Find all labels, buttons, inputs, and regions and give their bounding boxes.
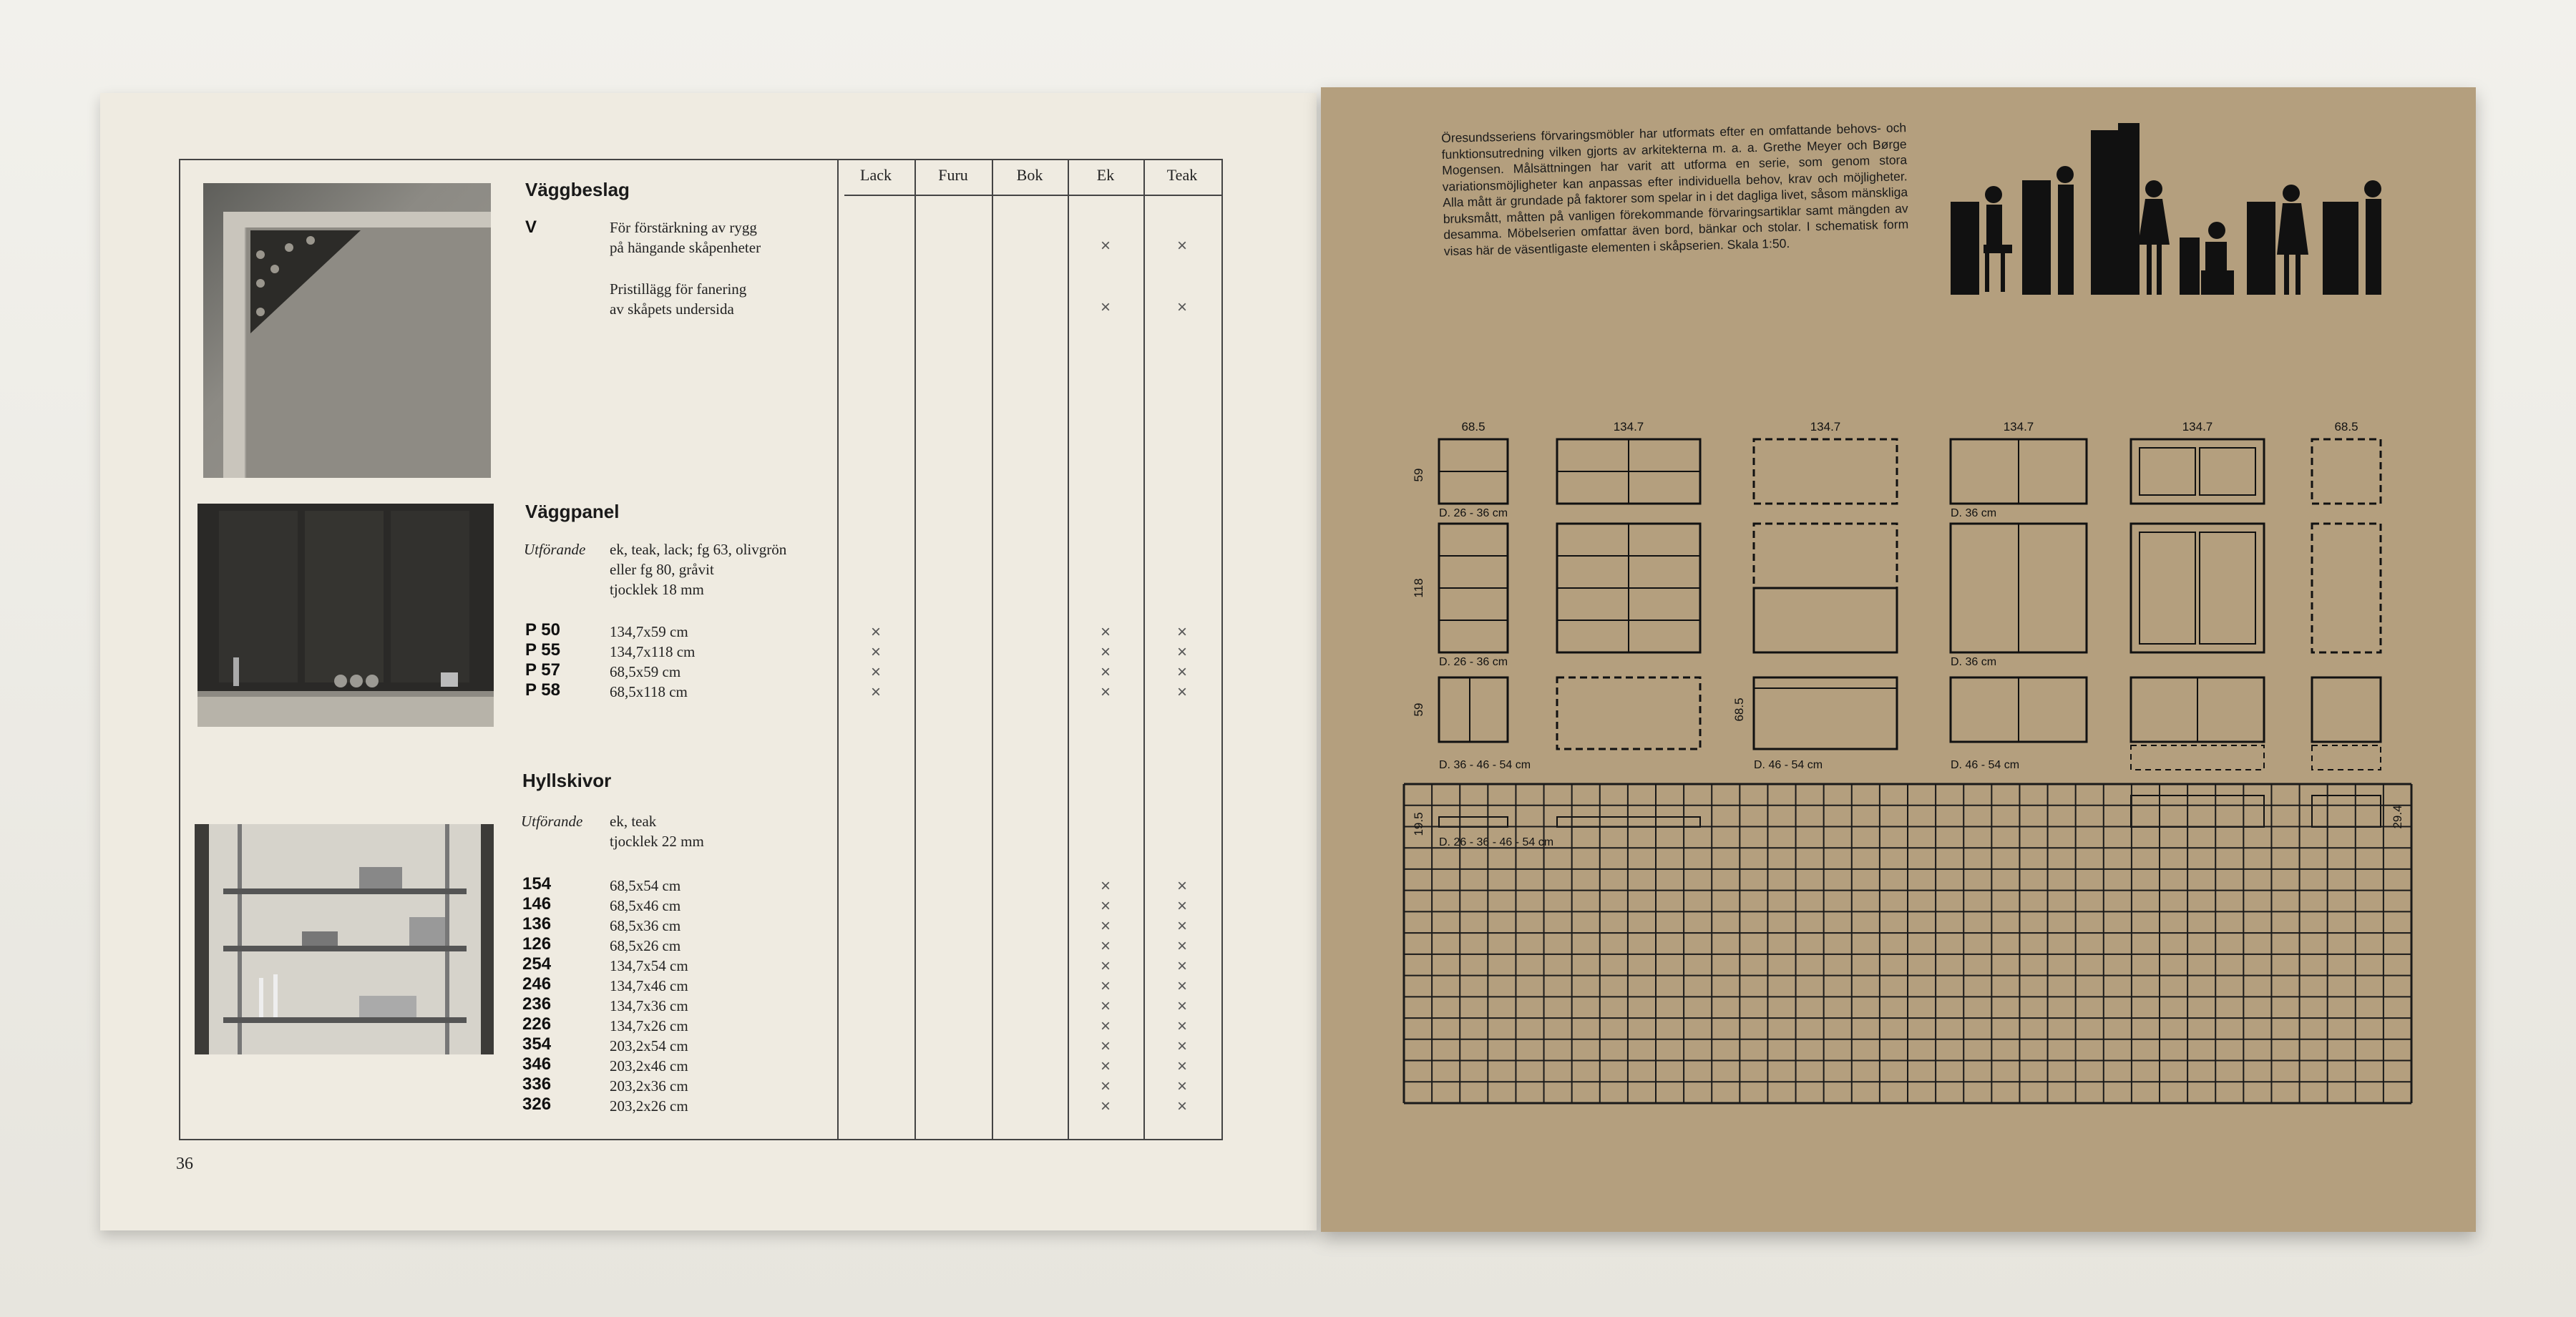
section-title-vaggpanel: Väggpanel bbox=[525, 501, 620, 522]
availability-mark: × bbox=[1100, 1077, 1111, 1096]
availability-mark: × bbox=[1100, 622, 1111, 642]
availability-mark: × bbox=[1176, 1057, 1187, 1076]
shelves-photo bbox=[195, 824, 494, 1054]
availability-mark: × bbox=[1100, 642, 1111, 662]
product-code: 146 bbox=[522, 894, 552, 914]
availability-mark: × bbox=[1176, 976, 1187, 996]
description-text: För förstärkning av rygg på hängande skåpenheter bbox=[610, 219, 761, 256]
section-title-hyllskivor: Hyllskivor bbox=[522, 770, 612, 791]
product-size: 203,2x54 cm bbox=[610, 1037, 688, 1054]
availability-mark: × bbox=[1176, 1037, 1187, 1056]
product-code: 336 bbox=[522, 1074, 552, 1094]
availability-mark: × bbox=[1100, 298, 1111, 317]
width-label: 134.7 bbox=[2182, 420, 2213, 434]
availability-mark: × bbox=[1100, 1037, 1111, 1056]
product-size: 68,5x59 cm bbox=[610, 663, 681, 680]
availability-mark: × bbox=[1100, 956, 1111, 976]
availability-mark: × bbox=[1176, 642, 1187, 662]
availability-mark: × bbox=[1176, 936, 1187, 956]
availability-mark: × bbox=[1100, 916, 1111, 936]
height-label: 59 bbox=[1412, 702, 1425, 717]
intro-paragraph: Öresundsseriens förvaringsmöbler har utformats efter en omfattande behovs- och funktionsutredning vilken gjorts av arkitekterna m. a. a. Grethe Meyer och Børge Mogensen. Målsättningen har varit att utforma en serie, som genom stora variationsmöjligheter kan anpassas efter individuella behov, krav och möjligheter. Alla mått är grundade på faktorer som spelar in i det dagliga livet, såsom mänskliga bruksmått, måtten på vanligen förekommande förvaringsartiklar samt mängden av desamma. Möbelserien omfattar även bord, bänkar och stolar. I schematisk form visas här de väsentligaste elementen i skåpserien. Skala 1:50. bbox=[1441, 120, 1909, 258]
availability-mark: × bbox=[1100, 1017, 1111, 1036]
availability-mark: × bbox=[1100, 997, 1111, 1016]
product-size: 134,7x59 cm bbox=[610, 623, 688, 640]
availability-mark: × bbox=[1176, 662, 1187, 682]
product-code: 236 bbox=[522, 994, 552, 1014]
product-size: 68,5x36 cm bbox=[610, 917, 681, 934]
depth-label: D. 36 cm bbox=[1951, 507, 1997, 519]
shelves-illustration bbox=[195, 824, 494, 1054]
product-size: 134,7x118 cm bbox=[610, 643, 696, 660]
product-code: 226 bbox=[522, 1014, 552, 1034]
width-label: 134.7 bbox=[1613, 420, 1644, 434]
availability-mark: × bbox=[1176, 997, 1187, 1016]
width-label: 68.5 bbox=[2334, 420, 2358, 434]
availability-mark: × bbox=[1100, 682, 1111, 702]
product-code: 326 bbox=[522, 1095, 552, 1114]
availability-mark: × bbox=[870, 662, 881, 682]
cabinet-schematic bbox=[1371, 316, 2416, 848]
product-code: 136 bbox=[522, 914, 552, 934]
product-code: P 58 bbox=[525, 680, 560, 700]
column-header-ek: Ek bbox=[1096, 166, 1115, 184]
availability-mark: × bbox=[1176, 956, 1187, 976]
availability-mark: × bbox=[1176, 896, 1187, 916]
availability-mark: × bbox=[1176, 236, 1187, 255]
section-title-vaggbeslag: Väggbeslag bbox=[525, 179, 630, 200]
availability-mark: × bbox=[1100, 662, 1111, 682]
column-header-furu: Furu bbox=[938, 166, 968, 184]
availability-mark: × bbox=[1100, 236, 1111, 255]
depth-label: D. 46 - 54 cm bbox=[1951, 759, 2020, 771]
availability-mark: × bbox=[1176, 682, 1187, 702]
availability-mark: × bbox=[1176, 876, 1187, 896]
product-code: 126 bbox=[522, 934, 552, 954]
depth-label: D. 26 - 36 cm bbox=[1439, 656, 1508, 668]
availability-mark: × bbox=[870, 642, 881, 662]
table-divider bbox=[837, 160, 839, 1139]
depth-label: D. 36 cm bbox=[1951, 656, 1997, 668]
product-code: 246 bbox=[522, 974, 552, 994]
availability-mark: × bbox=[1100, 1057, 1111, 1076]
wall-panel-illustration bbox=[197, 504, 494, 727]
product-size: 203,2x46 cm bbox=[610, 1057, 688, 1074]
wall-bracket-illustration bbox=[203, 183, 491, 478]
height-label: 118 bbox=[1412, 578, 1425, 598]
product-size: 134,7x46 cm bbox=[610, 977, 688, 994]
product-size: 68,5x46 cm bbox=[610, 897, 681, 914]
availability-mark: × bbox=[1100, 876, 1111, 896]
depth-label: D. 46 - 54 cm bbox=[1754, 759, 1823, 771]
width-label: 134.7 bbox=[1810, 420, 1841, 434]
depth-label: D. 36 - 46 - 54 cm bbox=[1439, 759, 1531, 771]
availability-mark: × bbox=[1176, 1017, 1187, 1036]
planning-grid bbox=[1401, 781, 2417, 1110]
availability-mark: × bbox=[870, 682, 881, 702]
wall-bracket-photo bbox=[203, 183, 491, 478]
availability-mark: × bbox=[1100, 936, 1111, 956]
page-number: 36 bbox=[176, 1155, 193, 1173]
height-label: 29.4 bbox=[2391, 805, 2404, 829]
product-code: P 55 bbox=[525, 640, 560, 660]
availability-mark: × bbox=[1176, 1097, 1187, 1116]
availability-mark: × bbox=[1176, 1077, 1187, 1096]
availability-mark: × bbox=[1100, 896, 1111, 916]
wall-panel-photo bbox=[197, 504, 494, 727]
header-rule bbox=[844, 195, 1221, 196]
product-size: 68,5x54 cm bbox=[610, 877, 681, 894]
table-divider bbox=[992, 160, 993, 1139]
availability-mark: × bbox=[1176, 916, 1187, 936]
right-page bbox=[1321, 87, 2476, 1232]
width-label: 134.7 bbox=[2003, 420, 2034, 434]
table-divider bbox=[914, 160, 916, 1139]
product-code: P 57 bbox=[525, 660, 560, 680]
height-label: 59 bbox=[1412, 468, 1425, 482]
table-divider bbox=[1143, 160, 1145, 1139]
product-size: 203,2x36 cm bbox=[610, 1077, 688, 1095]
utforande-text: ek, teak, lack; fg 63, olivgrön eller fg 80, gråvit tjocklek 18 mm bbox=[610, 541, 787, 598]
column-header-bok: Bok bbox=[1016, 166, 1043, 184]
product-code: 346 bbox=[522, 1054, 552, 1074]
product-size: 134,7x36 cm bbox=[610, 997, 688, 1014]
product-table bbox=[179, 159, 1223, 1140]
utforande-label: Utförande bbox=[521, 813, 583, 830]
product-size: 68,5x118 cm bbox=[610, 683, 688, 700]
column-header-teak: Teak bbox=[1166, 166, 1198, 184]
product-code: 354 bbox=[522, 1034, 552, 1054]
left-page bbox=[100, 93, 1317, 1230]
availability-mark: × bbox=[1100, 1097, 1111, 1116]
product-code: V bbox=[525, 217, 537, 237]
availability-mark: × bbox=[1100, 976, 1111, 996]
product-size: 203,2x26 cm bbox=[610, 1097, 688, 1115]
table-divider bbox=[1068, 160, 1069, 1139]
column-header-lack: Lack bbox=[860, 166, 892, 184]
depth-label: D. 26 - 36 - 46 - 54 cm bbox=[1439, 836, 1554, 848]
availability-mark: × bbox=[1176, 298, 1187, 317]
description-text: Pristillägg för fanering av skåpets undersida bbox=[610, 280, 747, 318]
availability-mark: × bbox=[1176, 622, 1187, 642]
width-label: 68.5 bbox=[1461, 420, 1485, 434]
height-label: 19.5 bbox=[1412, 812, 1425, 836]
utforande-label: Utförande bbox=[524, 541, 586, 558]
product-size: 134,7x26 cm bbox=[610, 1017, 688, 1034]
product-code: 154 bbox=[522, 874, 552, 893]
product-size: 68,5x26 cm bbox=[610, 937, 681, 954]
product-code: P 50 bbox=[525, 620, 560, 640]
people-silhouettes bbox=[1951, 123, 2409, 309]
product-code: 254 bbox=[522, 954, 552, 974]
height-label: 68.5 bbox=[1732, 697, 1746, 722]
product-size: 134,7x54 cm bbox=[610, 957, 688, 974]
depth-label: D. 26 - 36 cm bbox=[1439, 507, 1508, 519]
availability-mark: × bbox=[870, 622, 881, 642]
utforande-text: ek, teak tjocklek 22 mm bbox=[610, 813, 704, 850]
